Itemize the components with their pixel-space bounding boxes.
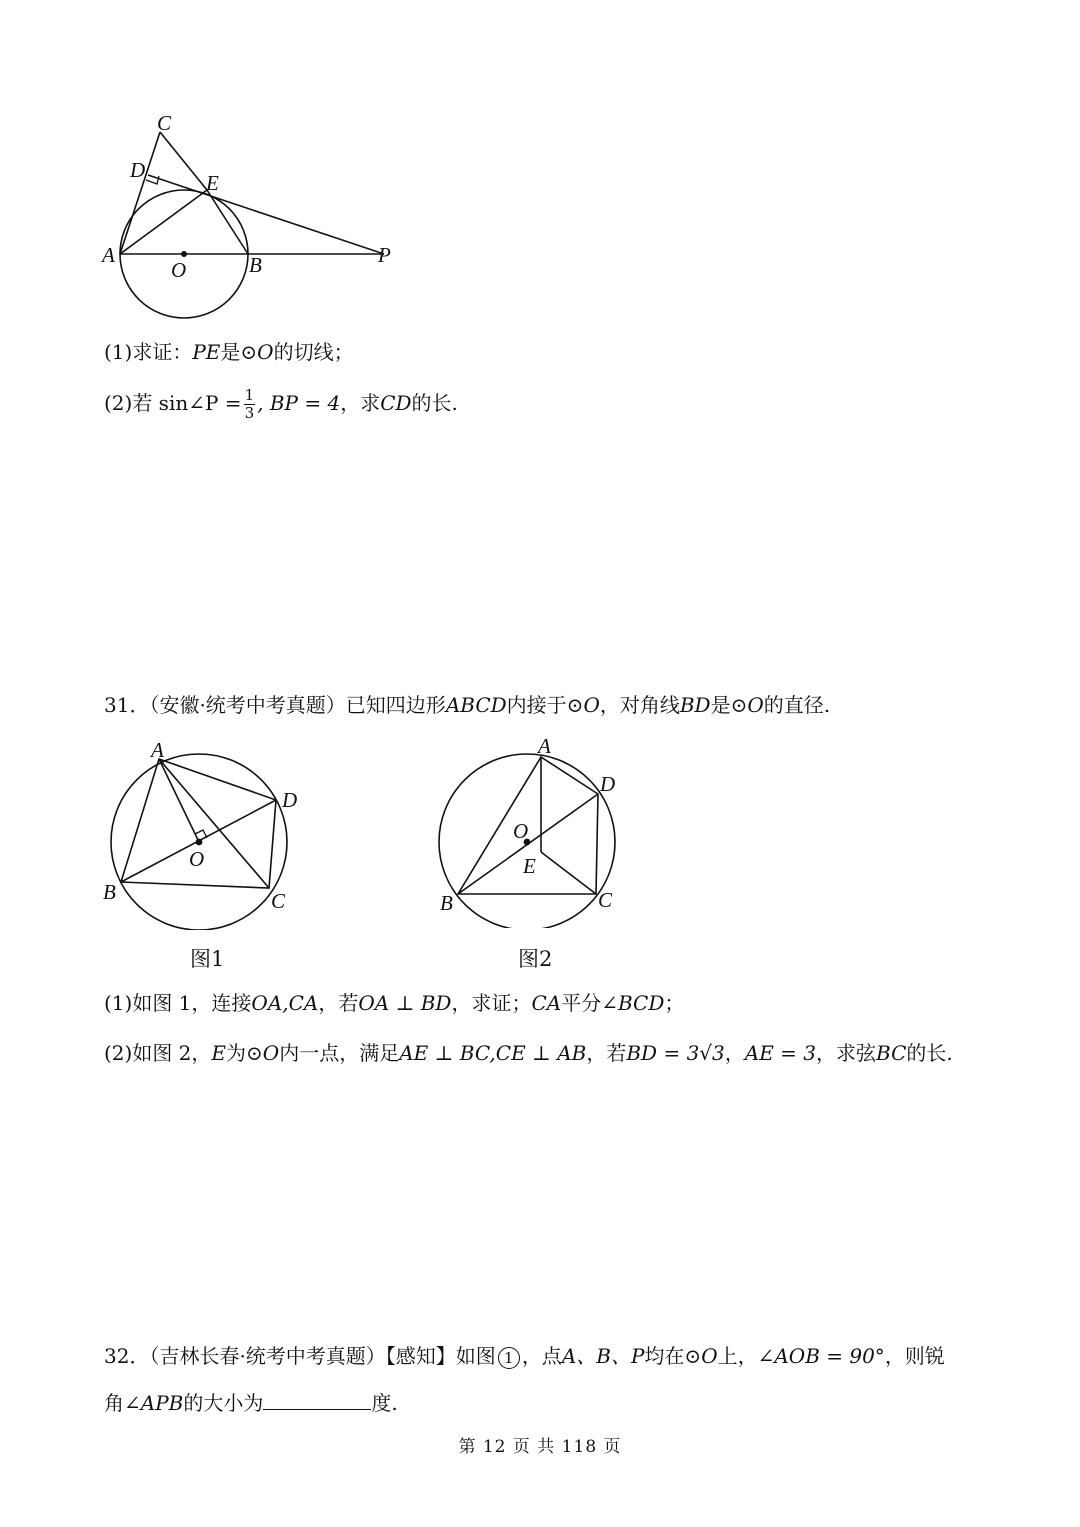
label-e: E	[206, 171, 219, 195]
page-footer: 第 12 页 共 118 页	[458, 1437, 622, 1457]
label-c: C	[157, 111, 172, 135]
caption-fig1: 图1	[190, 947, 225, 971]
label-e: E	[523, 854, 536, 878]
label-o: O	[189, 847, 205, 871]
q30-part2: (2)若 sin∠P = $\frac{1}{3}$ , BP = 4，求CD的长.	[104, 386, 458, 422]
label-p: P	[378, 243, 391, 267]
q32-line2: 角∠APB的大小为 度.	[104, 1391, 398, 1415]
q31-part1: (1)如图 1，连接OA,CA，若OA ⊥ BD，求证；CA平分∠BCD；	[104, 991, 685, 1015]
label-c: C	[271, 889, 286, 913]
label-c: C	[598, 888, 613, 912]
label-a: A	[538, 734, 551, 758]
caption-fig2: 图2	[518, 947, 553, 971]
figure-q30	[95, 100, 415, 330]
fraction: $\frac{1}{3}$	[244, 386, 255, 422]
label-a: A	[151, 738, 164, 762]
label-a: A	[102, 243, 115, 267]
label-b: B	[103, 880, 116, 904]
circled-number: 1	[498, 1347, 520, 1369]
label-b: B	[440, 891, 453, 915]
q32-line1: 32．（吉林长春·统考中考真题）【感知】如图 1 ，点A、B、P均在⊙O上，∠AOB = 90°，则锐	[104, 1344, 945, 1368]
label-b: B	[249, 253, 262, 277]
label-d: D	[282, 788, 298, 812]
q31-heading: 31．（安徽·统考中考真题）已知四边形ABCD内接于⊙O，对角线BD是⊙O的直径.	[104, 693, 831, 717]
figure-q31-1	[95, 730, 325, 930]
label-d: D	[130, 158, 146, 182]
figure-q31-2	[432, 728, 632, 928]
label-d: D	[600, 772, 616, 796]
q31-part2: (2)如图 2，E为⊙O内一点，满足AE ⊥ BC,CE ⊥ AB，若BD = 3√3，AE = 3，求弦BC的长.	[104, 1041, 953, 1065]
q30-part1: (1)求证：PE是⊙O的切线；	[104, 340, 354, 364]
answer-blank[interactable]	[263, 1391, 371, 1410]
label-o: O	[513, 819, 529, 843]
label-o: O	[171, 258, 187, 282]
